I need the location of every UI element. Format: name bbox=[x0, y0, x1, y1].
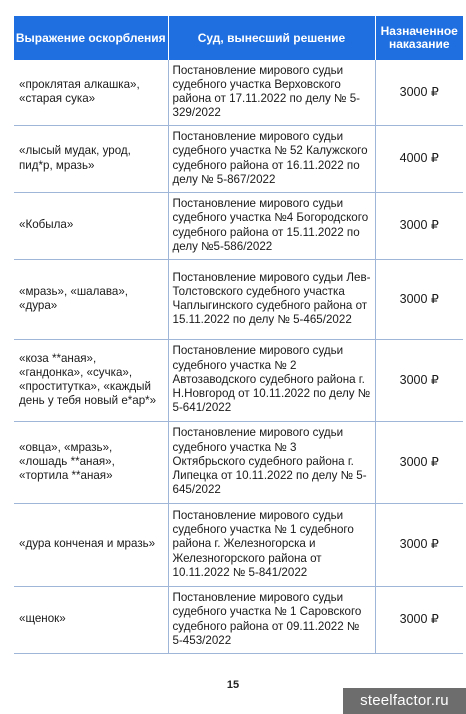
table-row bbox=[14, 192, 463, 259]
court-cell: Постановление мирового судьи судебного участка № 1 судебного района г. Железногорска и Железногорского района от 10.11.2022 № 5-841/2022 bbox=[168, 503, 375, 586]
insult-cell: «щенок» bbox=[14, 586, 168, 653]
court-cell: Постановление мирового судьи судебного участка № 2 Автозаводского судебного района г. Н.Новгород от 10.11.2022 по делу № 5-641/2022 bbox=[168, 339, 375, 421]
court-cell: Постановление мирового судьи судебного участка № 3 Октябрьского судебного района г. Липецка от 10.11.2022 по делу № 5-645/2022 bbox=[168, 421, 375, 503]
header-insult: Выражение оскорбления bbox=[14, 16, 168, 60]
insult-cell: «овца», «мразь», «лошадь **аная», «тортила **аная» bbox=[14, 421, 168, 503]
insult-cell: «мразь», «шалава», «дура» bbox=[14, 259, 168, 339]
page-number: 15 bbox=[226, 679, 240, 691]
table-row bbox=[14, 60, 463, 125]
insult-cell: «коза **аная», «гандонка», «сучка», «проститутка», «каждый день у тебя новый е*ар*» bbox=[14, 339, 168, 421]
penalty-cell: 3000 ₽ bbox=[375, 60, 463, 125]
court-decisions-table bbox=[14, 16, 463, 654]
court-cell: Постановление мирового судьи судебного участка № 1 Саровского судебного района от 09.11.2022 № 5-453/2022 bbox=[168, 586, 375, 653]
penalty-cell: 3000 ₽ bbox=[375, 259, 463, 339]
court-cell: Постановление мирового судьи судебного участка Верховского района от 17.11.2022 по делу № 5-329/2022 bbox=[168, 60, 375, 125]
table-row bbox=[14, 421, 463, 503]
court-cell: Постановление мирового судьи Лев-Толстовского судебного участка Чаплыгинского судебного района от 15.11.2022 по делу № 5-465/2022 bbox=[168, 259, 375, 339]
insult-cell: «лысый мудак, урод, пид*р, мразь» bbox=[14, 125, 168, 192]
court-cell: Постановление мирового судьи судебного участка №4 Богородского судебного района от 15.11.2022 по делу №5-586/2022 bbox=[168, 192, 375, 259]
table-row bbox=[14, 339, 463, 421]
insult-cell: «дура конченая и мразь» bbox=[14, 503, 168, 586]
penalty-cell: 4000 ₽ bbox=[375, 125, 463, 192]
table-header-row bbox=[14, 16, 463, 60]
table-row bbox=[14, 586, 463, 653]
penalty-cell: 3000 ₽ bbox=[375, 339, 463, 421]
site-watermark: steelfactor.ru bbox=[343, 688, 466, 714]
court-cell: Постановление мирового судьи судебного участка № 52 Калужского судебного района от 16.11.2022 по делу № 5-867/2022 bbox=[168, 125, 375, 192]
penalty-cell: 3000 ₽ bbox=[375, 192, 463, 259]
penalty-cell: 3000 ₽ bbox=[375, 421, 463, 503]
header-court: Суд, вынесший решение bbox=[168, 16, 375, 60]
penalty-cell: 3000 ₽ bbox=[375, 586, 463, 653]
table-row bbox=[14, 503, 463, 586]
insult-cell: «Кобыла» bbox=[14, 192, 168, 259]
penalty-cell: 3000 ₽ bbox=[375, 503, 463, 586]
insult-cell: «проклятая алкашка», «старая сука» bbox=[14, 60, 168, 125]
table-row bbox=[14, 125, 463, 192]
table-row bbox=[14, 259, 463, 339]
header-penalty: Назначенное наказание bbox=[375, 16, 463, 60]
